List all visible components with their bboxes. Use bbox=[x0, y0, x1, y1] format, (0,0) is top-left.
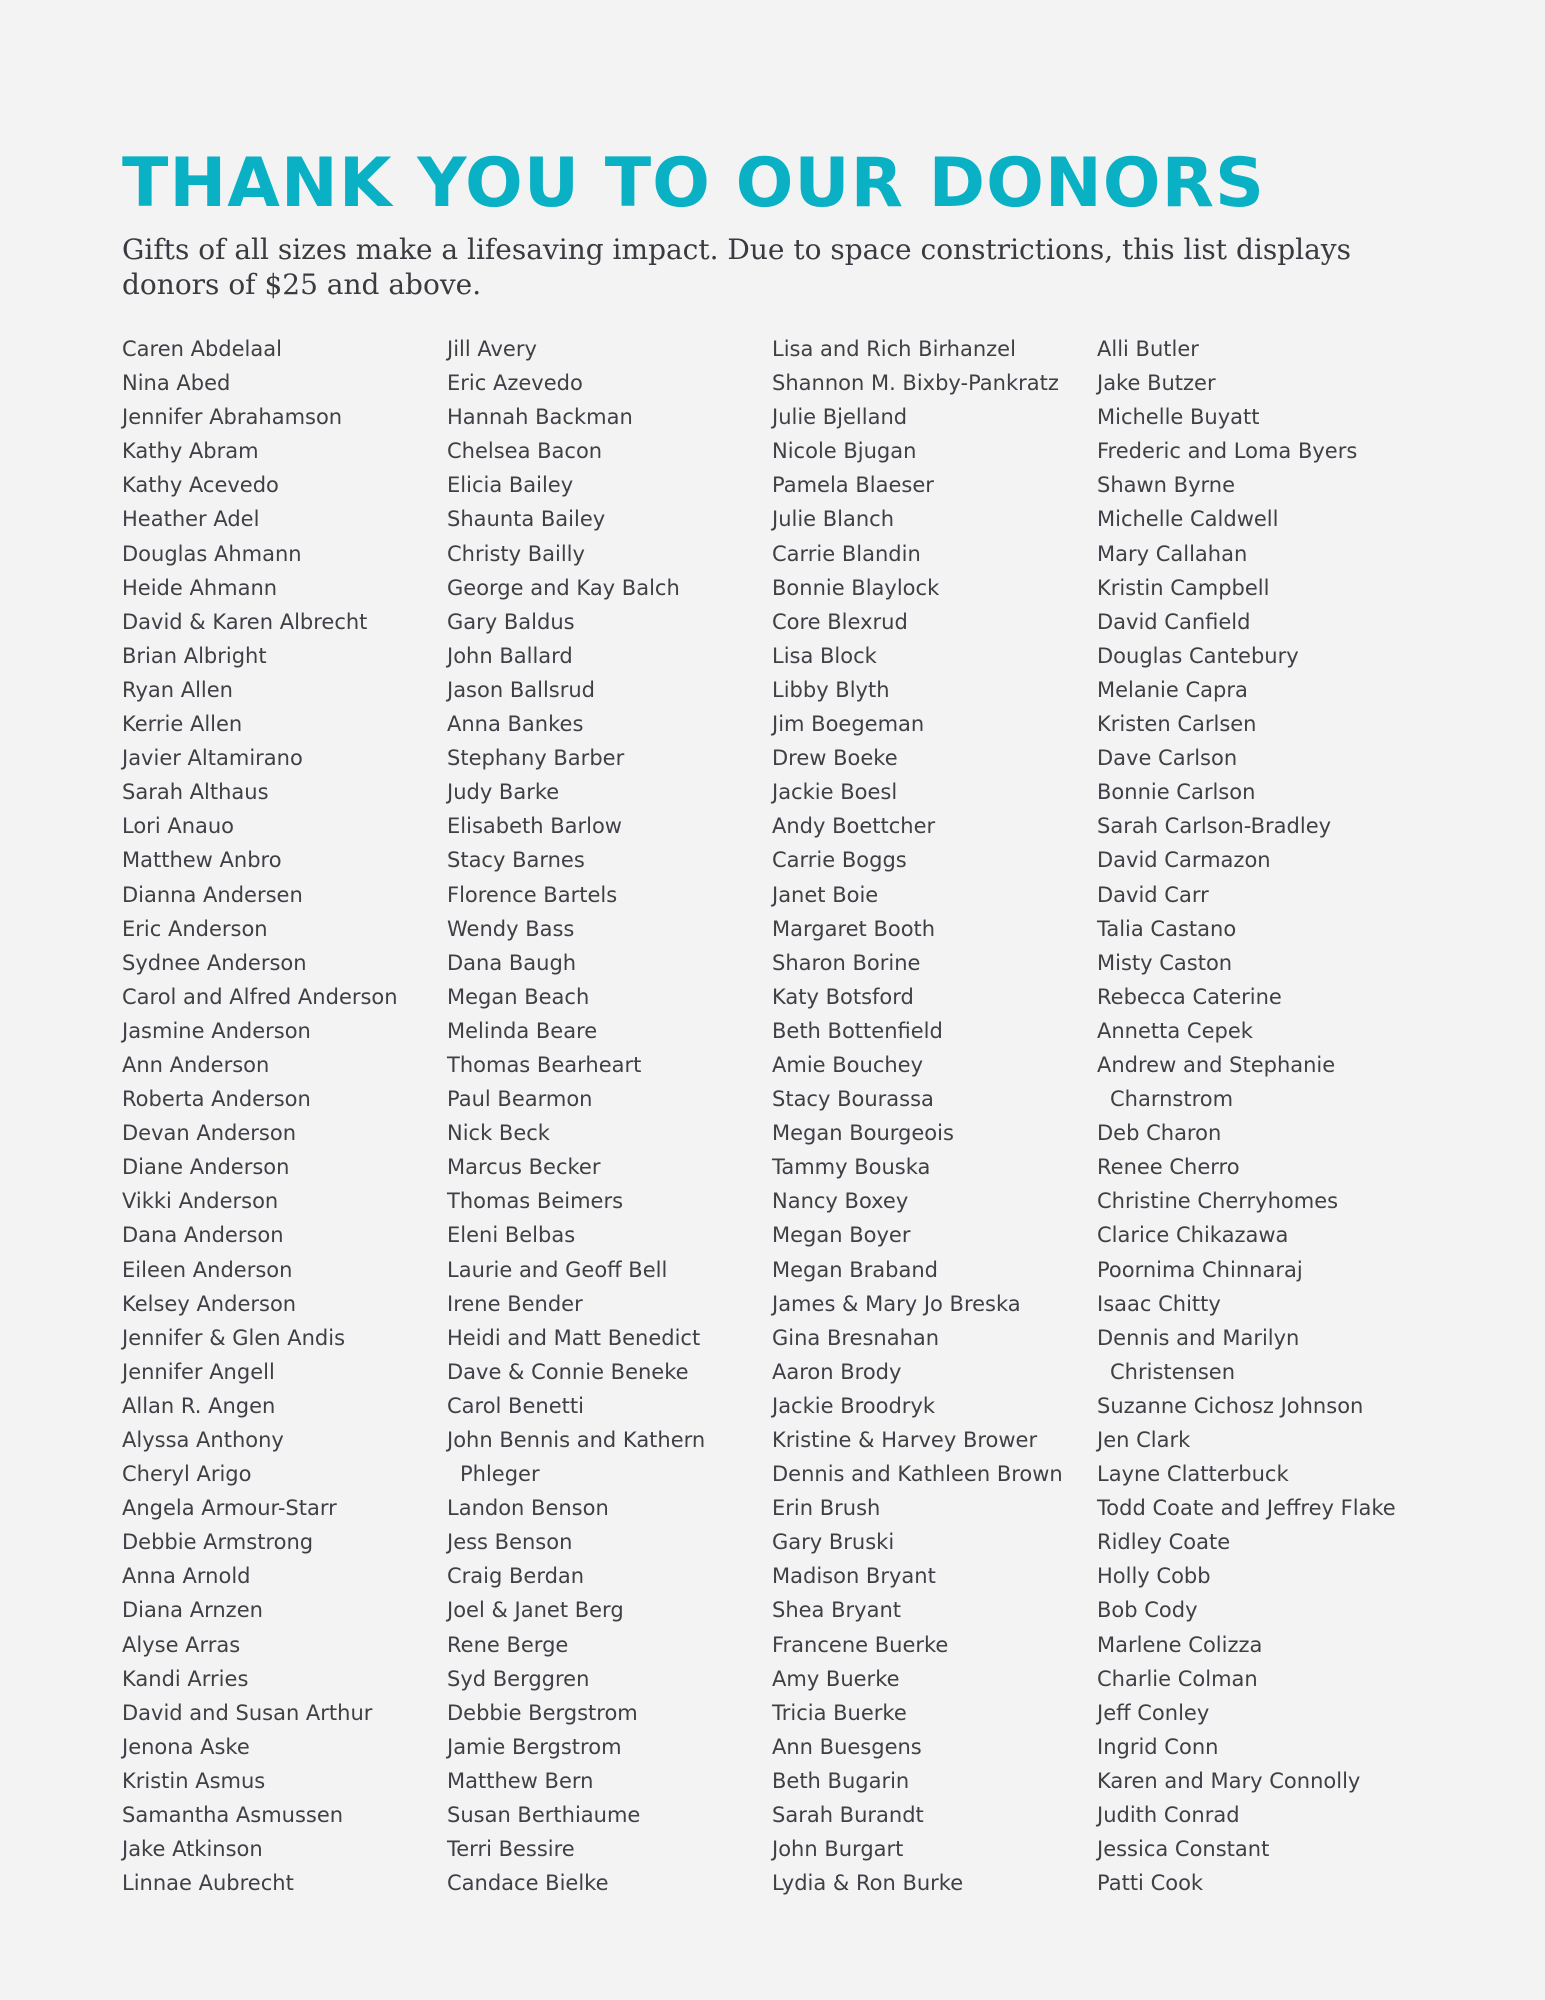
donor-name: Michelle Caldwell bbox=[1097, 507, 1279, 532]
donor-name: Charlie Colman bbox=[1097, 1666, 1258, 1691]
donor-name: Shea Bryant bbox=[772, 1598, 901, 1623]
donor-name: Beth Bottenfield bbox=[772, 1018, 943, 1043]
donor-name: Jake Atkinson bbox=[122, 1837, 263, 1862]
donor-name: Alli Butler bbox=[1097, 337, 1199, 361]
donor-name: Isaac Chitty bbox=[1097, 1291, 1221, 1316]
donor-name: Devan Anderson bbox=[122, 1121, 297, 1146]
donor-name: Nancy Boxey bbox=[772, 1189, 909, 1214]
donor-name: Megan Boyer bbox=[772, 1223, 911, 1248]
donor-name: Matthew Bern bbox=[447, 1768, 594, 1793]
donor-name: Stephany Barber bbox=[447, 746, 625, 771]
donor-name: Jim Boegeman bbox=[772, 712, 925, 737]
donor-name: Kelsey Anderson bbox=[122, 1291, 297, 1316]
donor-name: Rebecca Caterine bbox=[1097, 984, 1282, 1009]
donor-name: Dennis and Marilyn bbox=[1097, 1325, 1300, 1350]
donor-name: Andrew and Stephanie bbox=[1097, 1052, 1336, 1077]
donor-name: Nicole Bjugan bbox=[772, 439, 917, 464]
donor-name: Ann Anderson bbox=[122, 1052, 270, 1077]
donor-name: Jen Clark bbox=[1097, 1428, 1191, 1452]
donor-name: Javier Altamirano bbox=[122, 746, 303, 771]
donor-name: Christy Bailly bbox=[447, 541, 585, 566]
donor-name: Eric Anderson bbox=[122, 916, 268, 941]
donor-name: Sarah Althaus bbox=[122, 780, 269, 805]
donor-name: Caren Abdelaal bbox=[122, 337, 282, 361]
donor-name: Vikki Anderson bbox=[122, 1189, 279, 1214]
donor-name: Ridley Coate bbox=[1097, 1530, 1231, 1555]
donor-name: Heide Ahmann bbox=[122, 575, 278, 600]
donor-name: Jackie Broodryk bbox=[772, 1393, 936, 1418]
donor-name: Shawn Byrne bbox=[1097, 473, 1235, 498]
donor-name: Hannah Backman bbox=[447, 405, 633, 430]
donor-name: Rene Berge bbox=[447, 1632, 569, 1657]
donor-name: Nick Beck bbox=[447, 1121, 550, 1146]
donor-name: Eric Azevedo bbox=[447, 371, 583, 396]
donor-name: David Canfield bbox=[1097, 609, 1251, 634]
donor-name: Sharon Borine bbox=[772, 950, 921, 975]
donor-name: Linnae Aubrecht bbox=[122, 1871, 294, 1896]
donor-name: Jennifer Angell bbox=[122, 1359, 275, 1384]
donor-name: Janet Boie bbox=[772, 882, 879, 907]
donor-column-1 bbox=[122, 332, 442, 1900]
donor-name: Elicia Bailey bbox=[447, 473, 574, 498]
donor-name: Marcus Becker bbox=[447, 1155, 601, 1180]
donor-name: Patti Cook bbox=[1097, 1871, 1204, 1896]
donor-name: Brian Albright bbox=[122, 643, 267, 668]
donor-name: Megan Bourgeois bbox=[772, 1121, 954, 1146]
donor-name: Bob Cody bbox=[1097, 1598, 1198, 1623]
donor-name: Dennis and Kathleen Brown bbox=[772, 1462, 1063, 1487]
donor-name: Ryan Allen bbox=[122, 677, 233, 702]
donor-name: Marlene Colizza bbox=[1097, 1632, 1263, 1657]
donor-name: Kristin Asmus bbox=[122, 1768, 266, 1793]
donor-name: John Burgart bbox=[772, 1837, 904, 1862]
donor-name: John Ballard bbox=[447, 643, 573, 668]
donor-name: Aaron Brody bbox=[772, 1359, 902, 1384]
donor-name: Douglas Ahmann bbox=[122, 541, 302, 566]
donor-name: Kerrie Allen bbox=[122, 712, 243, 737]
donor-name: Eleni Belbas bbox=[447, 1223, 576, 1248]
donor-name: Christine Cherryhomes bbox=[1097, 1189, 1339, 1214]
donor-name: Diana Arnzen bbox=[122, 1598, 263, 1623]
donor-name: Chelsea Bacon bbox=[447, 439, 603, 464]
donor-name: James & Mary Jo Breska bbox=[772, 1291, 1021, 1316]
donor-name: Dana Baugh bbox=[447, 950, 577, 975]
donor-name: Bonnie Carlson bbox=[1097, 780, 1256, 805]
donor-name: Lori Anauo bbox=[122, 814, 235, 839]
donor-name: Jasmine Anderson bbox=[122, 1018, 311, 1043]
donor-name: Landon Benson bbox=[447, 1496, 609, 1521]
donor-name: Anna Bankes bbox=[447, 712, 584, 737]
donor-name: Holly Cobb bbox=[1097, 1564, 1211, 1589]
donor-name: Candace Bielke bbox=[447, 1871, 609, 1896]
donor-name: Craig Berdan bbox=[447, 1564, 585, 1589]
donor-name: Madison Bryant bbox=[772, 1564, 936, 1589]
donor-name: Wendy Bass bbox=[447, 916, 575, 941]
donor-name: Pamela Blaeser bbox=[772, 473, 934, 498]
donor-name: Beth Bugarin bbox=[772, 1768, 910, 1793]
donor-name: Core Blexrud bbox=[772, 609, 908, 634]
donor-name: Poornima Chinnaraj bbox=[1097, 1257, 1303, 1282]
donor-name: Tammy Bouska bbox=[772, 1155, 931, 1180]
donor-name: Carrie Boggs bbox=[772, 848, 907, 873]
donor-name: David Carmazon bbox=[1097, 848, 1271, 873]
donor-name: Charnstrom bbox=[1110, 1087, 1234, 1112]
donor-name: Kathy Acevedo bbox=[122, 473, 279, 498]
donor-name: Stacy Bourassa bbox=[772, 1087, 934, 1112]
donor-name: Kristin Campbell bbox=[1097, 575, 1270, 600]
donor-name: Ann Buesgens bbox=[772, 1734, 922, 1759]
donor-name: Matthew Anbro bbox=[122, 848, 282, 873]
donor-name: Melanie Capra bbox=[1097, 677, 1248, 702]
donor-name: Margaret Booth bbox=[772, 916, 936, 941]
donor-name: Mary Callahan bbox=[1097, 541, 1248, 566]
donor-name: Dianna Andersen bbox=[122, 882, 303, 907]
donor-name: Lydia & Ron Burke bbox=[772, 1871, 964, 1896]
donor-name: Terri Bessire bbox=[447, 1837, 575, 1862]
donor-name: Stacy Barnes bbox=[447, 848, 585, 873]
donor-name: Jamie Bergstrom bbox=[447, 1734, 622, 1759]
donor-name: Gary Baldus bbox=[447, 609, 575, 634]
donor-name: Bonnie Blaylock bbox=[772, 575, 940, 600]
donor-name: John Bennis and Kathern bbox=[447, 1428, 706, 1452]
donor-name: Dana Anderson bbox=[122, 1223, 284, 1248]
donor-name: Talia Castano bbox=[1097, 916, 1237, 941]
donor-name: Angela Armour-Starr bbox=[122, 1496, 337, 1521]
donor-name: Katy Botsford bbox=[772, 984, 914, 1009]
donor-name: Elisabeth Barlow bbox=[447, 814, 622, 839]
donor-name: George and Kay Balch bbox=[447, 575, 680, 600]
donor-name: Jennifer Abrahamson bbox=[122, 405, 343, 430]
donor-name: Lisa and Rich Birhanzel bbox=[772, 337, 1016, 361]
page-subtitle: Gifts of all sizes make a lifesaving impact. Due to space constrictions, this list displays donors of $25 and above. bbox=[122, 233, 1351, 301]
donor-name: Annetta Cepek bbox=[1097, 1018, 1253, 1043]
donor-name: Jason Ballsrud bbox=[447, 677, 595, 702]
donor-name: Erin Brush bbox=[772, 1496, 881, 1521]
donor-name: Kathy Abram bbox=[122, 439, 259, 464]
donor-name: David Carr bbox=[1097, 882, 1209, 907]
page-title: THANK YOU TO OUR DONORS bbox=[122, 144, 1265, 223]
donor-name: Libby Blyth bbox=[772, 677, 890, 702]
donor-name: Anna Arnold bbox=[122, 1564, 251, 1589]
donor-name: Irene Bender bbox=[447, 1291, 583, 1316]
donor-name: Jackie Boesl bbox=[772, 780, 898, 805]
donor-name: Shaunta Bailey bbox=[447, 507, 606, 532]
donor-name: Ingrid Conn bbox=[1097, 1734, 1219, 1759]
donor-name: Carol and Alfred Anderson bbox=[122, 984, 398, 1009]
donor-name: Renee Cherro bbox=[1097, 1155, 1240, 1180]
donor-name: Sarah Carlson-Bradley bbox=[1097, 814, 1332, 839]
donor-name: David & Karen Albrecht bbox=[122, 609, 368, 634]
donor-name: Laurie and Geoff Bell bbox=[447, 1257, 668, 1282]
donor-name: Deb Charon bbox=[1097, 1121, 1222, 1146]
donor-name: Thomas Bearheart bbox=[447, 1052, 642, 1077]
donor-page bbox=[122, 144, 1422, 1896]
donor-name: Judy Barke bbox=[447, 780, 560, 805]
donor-column-3 bbox=[772, 332, 1092, 1900]
donor-name: Jenona Aske bbox=[122, 1734, 250, 1759]
donor-name: Megan Braband bbox=[772, 1257, 938, 1282]
donor-name: Kristine & Harvey Brower bbox=[772, 1428, 1038, 1452]
donor-name: Alyse Arras bbox=[122, 1632, 241, 1657]
donor-name: Paul Bearmon bbox=[447, 1087, 593, 1112]
donor-name: Phleger bbox=[460, 1462, 540, 1487]
donor-name: Diane Anderson bbox=[122, 1155, 290, 1180]
donor-name: Jeff Conley bbox=[1097, 1700, 1210, 1725]
donor-name: Samantha Asmussen bbox=[122, 1803, 344, 1828]
donor-name: Layne Clatterbuck bbox=[1097, 1462, 1289, 1487]
donor-name: Amie Bouchey bbox=[772, 1052, 924, 1077]
donor-name: Jessica Constant bbox=[1097, 1837, 1270, 1862]
donor-name: Dave & Connie Beneke bbox=[447, 1359, 689, 1384]
donor-name: Suzanne Cichosz Johnson bbox=[1097, 1393, 1364, 1418]
donor-name: David and Susan Arthur bbox=[122, 1700, 373, 1725]
donor-name: Julie Blanch bbox=[772, 507, 895, 532]
donor-name: Syd Berggren bbox=[447, 1666, 590, 1691]
donor-name: Debbie Bergstrom bbox=[447, 1700, 638, 1725]
donor-column-4 bbox=[1097, 332, 1417, 1900]
donor-name: Carrie Blandin bbox=[772, 541, 921, 566]
donor-name: Shannon M. Bixby-Pankratz bbox=[772, 371, 1059, 396]
donor-name: Eileen Anderson bbox=[122, 1257, 293, 1282]
donor-name: Susan Berthiaume bbox=[447, 1803, 641, 1828]
donor-name: Douglas Cantebury bbox=[1097, 643, 1299, 668]
donor-name: Heidi and Matt Benedict bbox=[447, 1325, 701, 1350]
donor-name: Misty Caston bbox=[1097, 950, 1233, 975]
donor-name: Roberta Anderson bbox=[122, 1087, 311, 1112]
donor-name: Jill Avery bbox=[447, 337, 537, 361]
donor-name: Joel & Janet Berg bbox=[447, 1598, 624, 1623]
donor-name: Gary Bruski bbox=[772, 1530, 895, 1555]
donor-name: Karen and Mary Connolly bbox=[1097, 1768, 1361, 1793]
donor-name: Megan Beach bbox=[447, 984, 590, 1009]
donor-name: Francene Buerke bbox=[772, 1632, 949, 1657]
donor-name: Clarice Chikazawa bbox=[1097, 1223, 1289, 1248]
donor-name: Heather Adel bbox=[122, 507, 260, 532]
donor-name: Debbie Armstrong bbox=[122, 1530, 314, 1555]
donor-name: Christensen bbox=[1110, 1359, 1236, 1384]
donor-name: Drew Boeke bbox=[772, 746, 898, 771]
donor-name: Sarah Burandt bbox=[772, 1803, 924, 1828]
donor-name: Amy Buerke bbox=[772, 1666, 900, 1691]
donor-name: Allan R. Angen bbox=[122, 1393, 276, 1418]
donor-name: Dave Carlson bbox=[1097, 746, 1238, 771]
donor-name: Todd Coate and Jeffrey Flake bbox=[1097, 1496, 1396, 1521]
donor-name: Carol Benetti bbox=[447, 1393, 584, 1418]
donor-name: Sydnee Anderson bbox=[122, 950, 307, 975]
donor-name: Frederic and Loma Byers bbox=[1097, 439, 1358, 464]
donor-name: Florence Bartels bbox=[447, 882, 618, 907]
donor-name: Judith Conrad bbox=[1097, 1803, 1240, 1828]
donor-name: Thomas Beimers bbox=[447, 1189, 624, 1214]
donor-name: Michelle Buyatt bbox=[1097, 405, 1260, 430]
donor-name: Julie Bjelland bbox=[772, 405, 908, 430]
donor-name: Jake Butzer bbox=[1097, 371, 1216, 396]
donor-column-2 bbox=[447, 332, 767, 1900]
donor-name: Melinda Beare bbox=[447, 1018, 598, 1043]
donor-name: Andy Boettcher bbox=[772, 814, 936, 839]
donor-name: Kristen Carlsen bbox=[1097, 712, 1257, 737]
donor-name: Lisa Block bbox=[772, 643, 877, 668]
donor-name: Jess Benson bbox=[447, 1530, 573, 1555]
donor-name: Cheryl Arigo bbox=[122, 1462, 252, 1487]
donor-name: Gina Bresnahan bbox=[772, 1325, 940, 1350]
donor-name: Nina Abed bbox=[122, 371, 231, 396]
donor-name: Kandi Arries bbox=[122, 1666, 249, 1691]
donor-name: Tricia Buerke bbox=[772, 1700, 907, 1725]
donor-name: Alyssa Anthony bbox=[122, 1428, 284, 1452]
donor-name: Jennifer & Glen Andis bbox=[122, 1325, 346, 1350]
